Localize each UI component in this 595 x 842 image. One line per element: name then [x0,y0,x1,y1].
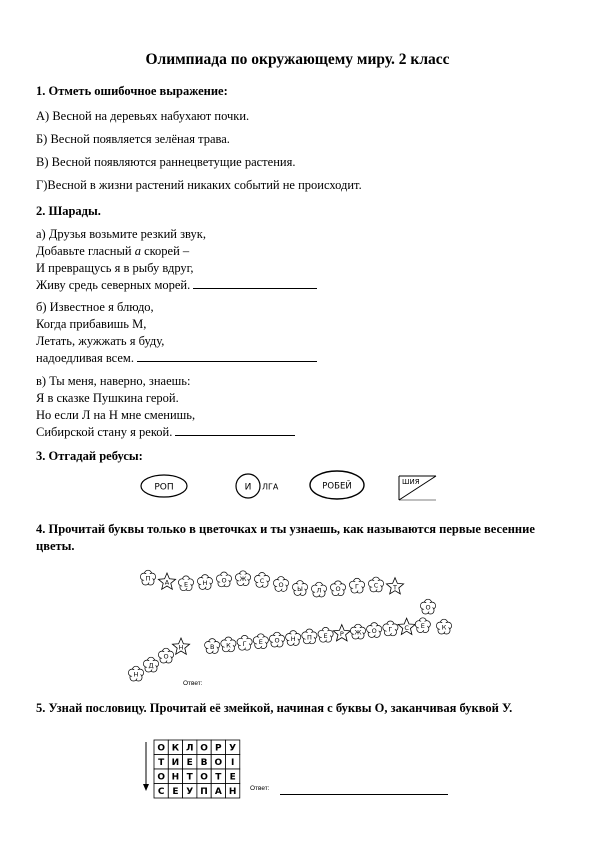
grid-letter: О [157,743,165,754]
grid-letter: Е [172,786,179,797]
grid-letter: О [200,743,208,754]
grid-letter: Е [229,772,236,783]
star-row2-3 [172,638,189,654]
puzzle-letter: Н [178,643,184,652]
puzzle-letter: О [163,652,169,661]
grid-letter: Т [158,757,165,768]
flower-row1-2 [178,576,193,591]
grid-letter: Н [228,786,237,797]
grid-cell [154,740,168,755]
q1-option-c: В) Весной появляются раннецветущие растения. [36,155,296,169]
grid-letter: А [214,786,222,797]
flower-row1-8 [292,581,307,596]
flower-row2-11 [318,627,333,642]
proverb-grid [140,738,250,800]
page-title: Олимпиада по окружающему миру. 2 класс [145,51,450,68]
flower-row2-2 [158,648,173,663]
rebus-1-text: РОП [154,482,174,493]
rebus-2 [236,474,279,498]
grid-letter: И [171,757,180,768]
puzzle-letter: Д [148,661,154,670]
flower-row2-17 [415,618,430,633]
riddle-a-line-1: а) Друзья возьмите резкий звук, [36,227,206,241]
grid-letter: У [229,743,237,754]
puzzle-letter: Н [133,670,139,679]
grid-cell [183,740,197,755]
puzzle-letter: О [371,627,377,635]
puzzle-letter: П [306,633,312,642]
puzzle-letter: Г [355,582,359,591]
puzzle-letter: О [278,580,284,589]
rebus-area [130,466,450,506]
puzzle-letter: Ы [297,584,303,593]
puzzle-letter: Е [258,638,263,647]
grid-letter: О [200,772,208,783]
riddle-c-line-1: в) Ты меня, наверно, знаешь: [36,374,191,388]
puzzle-letter: В [209,643,215,651]
star-row2-12 [333,625,350,641]
grid-cell [183,784,197,799]
flower-row1-10 [330,581,345,596]
riddle-a-line-3: И превращусь я в рыбу вдруг, [36,261,194,275]
puzzle-letter: Н [290,635,296,643]
flower-row2-0 [128,666,143,681]
flower-row2-6 [237,635,252,650]
flower-row1-7 [273,577,288,592]
flower-row2-7 [253,634,268,649]
flower-row2-5 [221,637,236,652]
flower-row1-3 [197,575,212,590]
grid-cell [211,784,225,799]
riddle-c-line-3: Но если Л на Н мне сменишь, [36,408,196,422]
grid-letter: Е [186,757,193,768]
puzzle-letter: Л [316,586,322,595]
grid-cell [226,784,240,799]
grid-cell [197,740,211,755]
puzzle-letter: О [425,603,431,612]
rebus-2-circle-text: И [244,482,252,493]
grid-cell [168,769,182,784]
grid-letter: Т [215,772,222,783]
puzzle-letter: С [404,623,409,632]
flower-row1-6 [254,573,269,588]
puzzle-letter: С [373,581,379,590]
rebus-3 [310,471,364,499]
question-1-heading: 1. Отметь ошибочное выражение: [36,84,228,98]
flower-row1-0 [140,570,155,585]
q1-option-a: А) Весной на деревьях набухают почки. [36,109,250,123]
puzzle-letter: А [164,578,170,587]
puzzle-letter: Н [202,579,208,588]
puzzle-letter: К [441,623,447,632]
riddle-b-line-1: б) Известное я блюдо, [36,300,154,314]
grid-cell [226,740,240,755]
flower-row2-8 [269,632,284,647]
grid-letter: О [157,772,165,783]
riddle-c-answer-line[interactable] [175,425,295,436]
star-row1-1 [158,573,175,589]
riddle-b-line-2: Когда прибавишь М, [36,317,147,331]
question-3-heading: 3. Отгадай ребусы: [36,449,143,463]
grid-letter: Т [186,772,193,783]
grid-cell [197,755,211,770]
puzzle-letter: Г [388,625,393,634]
q5-answer-line[interactable] [280,785,448,795]
flower-row2-4 [205,639,220,654]
rebus-2-text: ЛГА [262,482,279,492]
grid-cell [154,769,168,784]
riddle-c-line-4: Сибирской стану я рекой. [36,425,295,440]
flower-row1-14 [420,599,435,614]
grid-cell [183,755,197,770]
puzzle-letter: П [145,574,151,583]
question-5-heading: 5. Узнай пословицу. Прочитай её змейкой, начиная с буквы О, заканчивая буквой У. [36,701,513,715]
grid-cell [197,769,211,784]
riddle-b-line-4: надоедливая всем. [36,351,317,366]
puzzle-letter: Е [183,580,189,589]
rebus-3-text: РОБЕЙ [322,481,352,492]
riddle-a-answer-line[interactable] [193,278,317,289]
grid-cell [154,755,168,770]
grid-letter: Н [171,772,180,783]
flower-row2-13 [350,624,365,639]
rebus-4-text: ШИЯ [402,478,420,486]
grid-letter: І [230,757,235,768]
flower-row2-14 [367,623,382,638]
puzzle-letter: С [259,576,265,585]
riddle-a-line-2: Добавьте гласный а скорей – [36,244,190,258]
grid-cell [154,784,168,799]
q4-answer-label: Ответ: [183,680,203,687]
grid-letter: Л [186,743,194,754]
riddle-b-answer-line[interactable] [137,351,317,362]
grid-cell [168,740,182,755]
flower-row1-11 [349,578,364,593]
star-row1-13 [386,578,403,594]
riddle-a-line-4: Живу средь северных морей. [36,278,317,293]
puzzle-letter: Е [420,622,425,631]
grid-cell [168,784,182,799]
puzzle-letter: Ж [354,628,362,637]
grid-cell [197,784,211,799]
puzzle-letter: О [221,576,227,585]
grid-letter: У [186,786,194,797]
flower-row2-15 [383,621,398,636]
puzzle-letter: О [274,636,280,645]
flower-row1-15 [436,619,451,634]
grid-cell [168,755,182,770]
grid-letter: П [200,786,208,797]
grid-letter: Р [215,743,222,754]
grid-cell [226,769,240,784]
flower-puzzle [120,560,480,695]
riddle-b-line-3: Летать, жужжать я буду, [36,334,165,348]
puzzle-letter: К [226,641,231,650]
q1-option-b: Б) Весной появляется зелёная трава. [36,132,230,146]
question-2-heading: 2. Шарады. [36,204,101,218]
grid-cell [211,769,225,784]
grid-cell [183,769,197,784]
puzzle-letter: Т [393,583,397,592]
rebus-4 [399,476,436,500]
puzzle-letter: О [335,585,341,594]
flower-row1-12 [368,577,383,592]
flower-row1-4 [216,572,231,587]
puzzle-letter: Е [323,631,328,640]
question-4-heading: 4. Прочитай буквы только в цветочках и ты узнаешь, как называются первые весенние цветы. [36,522,535,553]
riddle-c-line-2: Я в сказке Пушкина герой. [36,391,179,405]
down-arrow-icon [143,784,149,791]
grid-letter: С [157,786,165,797]
grid-cell [211,740,225,755]
grid-cell [211,755,225,770]
puzzle-letter: Ж [239,575,247,584]
star-row2-16 [398,618,415,634]
grid-letter: К [171,743,180,754]
grid-letter: В [200,757,208,768]
flower-row1-5 [235,571,250,586]
grid-cell [226,755,240,770]
rebus-1 [141,475,187,497]
flower-row2-10 [302,629,317,644]
flower-row1-9 [311,582,326,597]
q5-answer-label: Ответ: [250,785,270,792]
flower-row2-9 [286,631,301,646]
grid-letter: О [214,757,223,768]
puzzle-letter: Р [339,630,344,639]
q1-option-d: Г)Весной в жизни растений никаких событий не происходит. [36,178,362,192]
flower-row2-1 [143,657,158,672]
puzzle-letter: Г [242,639,247,648]
